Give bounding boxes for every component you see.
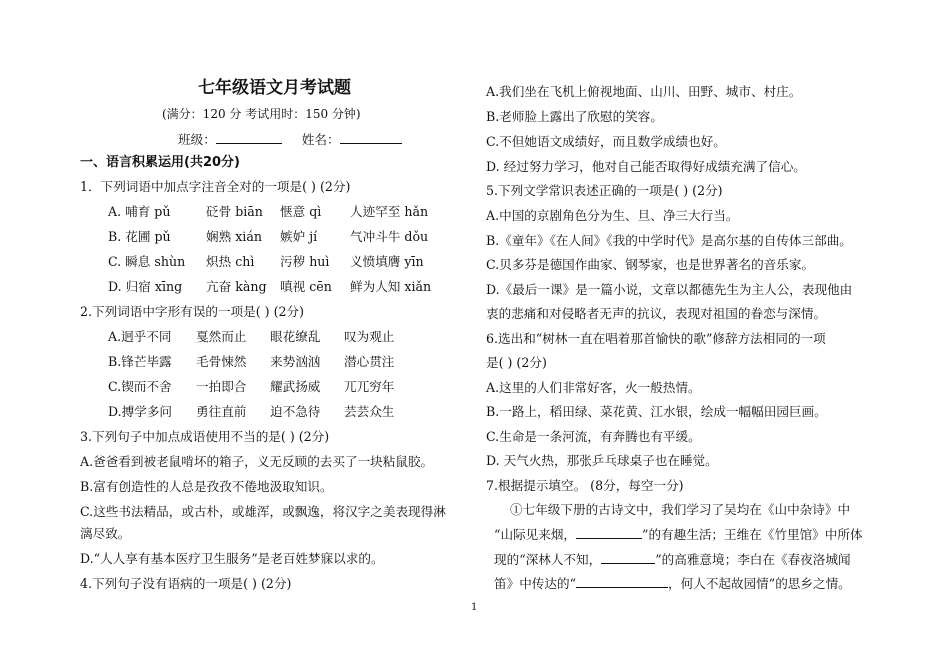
q2-option-c: C.锲而不舍 一拍即合 耀武扬威 兀兀穷年 (108, 379, 395, 394)
q6-option-d: D. 天气火热，那张乒乓球桌子也在睡觉。 (486, 453, 718, 468)
class-label: 班级： (178, 132, 216, 147)
q7-blank-3[interactable] (576, 575, 668, 588)
q5-option-c: C.贝多芬是德国作曲家、钢琴家，也是世界著名的音乐家。 (486, 257, 815, 272)
q4-stem: 4.下列句子没有语病的一项是( ) (2分) (80, 576, 292, 591)
q4-option-d: D. 经过努力学习，他对自己能否取得好成绩充满了信心。 (486, 159, 806, 174)
q7-stem: 7.根据提示填空。 (8分，每空一分) (486, 478, 684, 493)
q5-stem: 5.下列文学常识表述正确的一项是( ) (2分) (486, 183, 723, 198)
q7-line-3: 现的“深林人不知， ”的高雅意境；李白在《春夜洛城闻 (494, 552, 851, 567)
exam-subtitle: (满分：120 分 考试用时：150 分钟) (162, 107, 361, 121)
q3-option-a: A.爸爸看到被老鼠啃坏的箱子，义无反顾的去买了一块粘鼠胶。 (80, 454, 434, 469)
name-blank[interactable] (340, 131, 402, 144)
q5-option-a: A.中国的京剧角色分为生、旦、净三大行当。 (486, 208, 739, 223)
q4-option-a: A.我们坐在飞机上俯视地面、山川、田野、城市、村庄。 (486, 84, 802, 99)
q3-option-d: D.“人人享有基本医疗卫生服务”是老百姓梦寐以求的。 (80, 551, 384, 566)
q1-option-a: A. 哺育 pǔ 砭骨 biān 惬意 qì 人迹罕至 hǎn (108, 204, 429, 219)
q7-line-4: 笛》中传达的“ ，何人不起故园情”的思乡之情。 (494, 576, 851, 591)
q3-option-b: B.富有创造性的人总是孜孜不倦地汲取知识。 (80, 479, 333, 494)
q6-stem: 6.选出和“树林一直在唱着那首愉快的歌”修辞方法相同的一项 (486, 331, 826, 346)
q1-option-d: D. 归宿 xīng 亢奋 kàng 嗔视 cēn 鲜为人知 xiǎn (108, 279, 432, 294)
q7-line-2: “山际见来烟， ”的有趣生活；王维在《竹里馆》中所体 (494, 527, 863, 542)
q1-option-b: B. 花圃 pǔ 娴熟 xián 嫉妒 jí 气冲斗牛 dǒu (108, 229, 429, 244)
q4-option-b: B.老师脸上露出了欣慰的笑容。 (486, 109, 663, 124)
q3-option-c: C.这些书法精品，或古朴，或雄浑，或飘逸，将汉字之美表现得淋 (80, 504, 446, 519)
page-number: 1 (471, 602, 478, 613)
q1-option-c: C. 瞬息 shùn 炽热 chì 污秽 huì 义愤填膺 yīn (108, 254, 424, 269)
q7-line-1: ①七年级下册的古诗文中，我们学习了吴均在《山中杂诗》中 (510, 502, 851, 517)
exam-title: 七年级语文月考试题 (198, 78, 351, 98)
q6-option-c: C.生命是一条河流，有奔腾也有平缓。 (486, 429, 701, 444)
q3-stem: 3.下列句子中加点成语使用不当的是( ) (2分) (80, 429, 330, 444)
q6-stem-cont: 是( ) (2分) (486, 355, 547, 370)
q5-option-b: B.《童年》《在人间》《我的中学时代》是高尔基的自传体三部曲。 (486, 233, 852, 248)
q2-stem: 2.下列词语中字形有误的一项是( ) (2分) (80, 304, 305, 319)
q6-option-b: B.一路上，稻田绿、菜花黄、江水银，绘成一幅幅田园巨画。 (486, 404, 827, 419)
q6-option-a: A.这里的人们非常好客，火一般热情。 (486, 380, 701, 395)
q3-option-c-cont: 漓尽致。 (80, 526, 131, 541)
class-blank[interactable] (216, 131, 282, 144)
q2-option-a: A.迥乎不同 戛然而止 眼花缭乱 叹为观止 (108, 329, 395, 344)
q7-blank-2[interactable] (601, 551, 655, 564)
q7-blank-1[interactable] (576, 526, 642, 539)
q2-option-d: D.搏学多问 勇往直前 迫不急待 芸芸众生 (108, 404, 395, 419)
q5-option-d: D.《最后一课》是一篇小说，文章以都德先生为主人公，表现他由 (486, 282, 853, 297)
q2-option-b: B.锋芒毕露 毛骨悚然 来势汹汹 潜心贯注 (108, 354, 395, 369)
section-heading: 一、语言积累运用(共20分) (80, 155, 240, 170)
q4-option-c: C.不但她语文成绩好，而且数学成绩也好。 (486, 134, 726, 149)
class-name-line (178, 131, 402, 148)
name-label: 姓名： (301, 132, 340, 147)
q1-stem: 1．下列词语中加点字注音全对的一项是( ) (2分) (80, 179, 351, 194)
q5-option-d-cont: 衷的悲痛和对侵略者无声的抗议，表现对祖国的眷恋与深情。 (486, 306, 827, 321)
